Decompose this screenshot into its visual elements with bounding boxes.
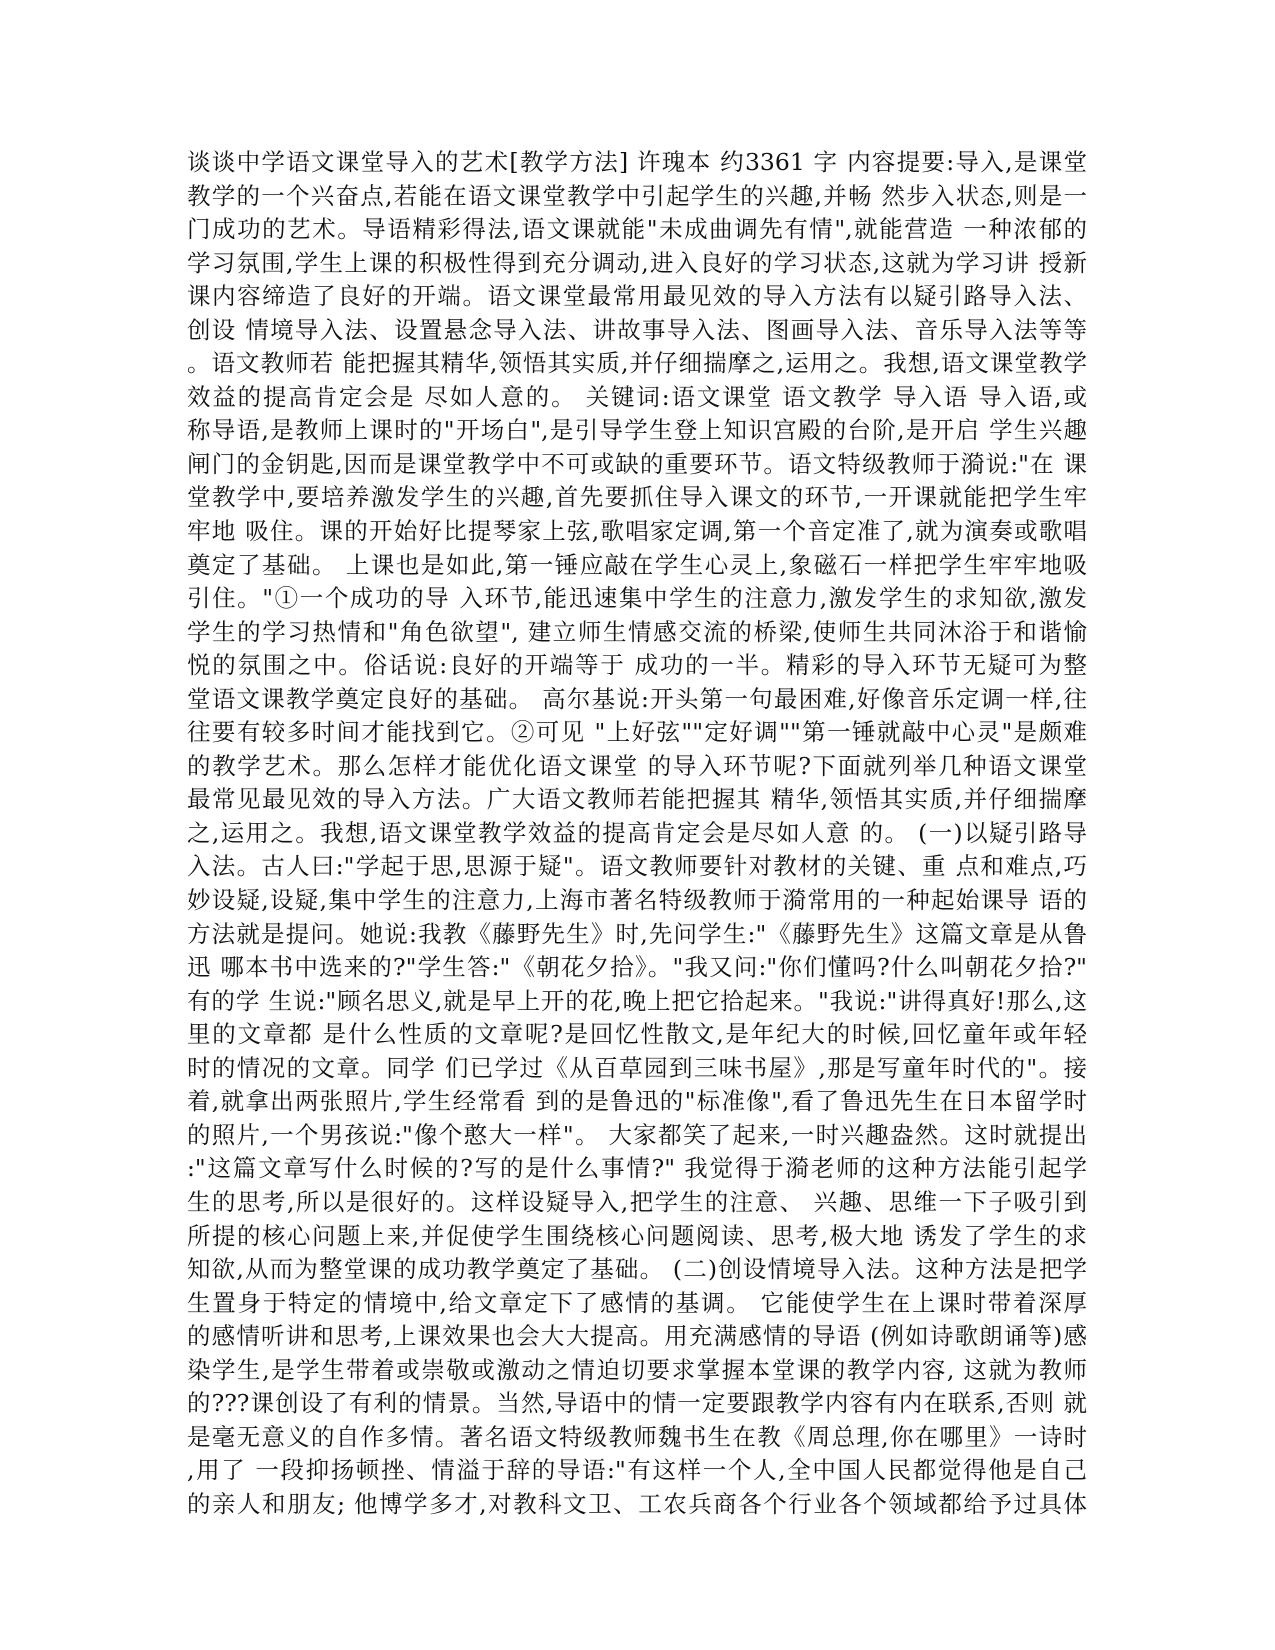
text-line: 的亲人和朋友; 他博学多才,对教科文卫、工农兵商各个行业各个领域都给予过具体 — [187, 1489, 1087, 1518]
text-line: 堂语文课教学奠定良好的基础。 高尔基说:开头第一句最困难,好像音乐定调一样,往 — [187, 684, 1087, 713]
text-line: 往要有较多时间才能找到它。②可见 "上好弦""定好调""第一锤就敲中心灵"是颇难 — [187, 718, 1087, 747]
text-line: 是毫无意义的自作多情。著名语文特级教师魏书生在教《周总理,你在哪里》一诗时 — [187, 1422, 1087, 1451]
text-line: 门成功的艺术。导语精彩得法,语文课就能"未成曲调先有情",就能营造 一种浓郁的 — [187, 215, 1087, 244]
text-line: 创设 情境导入法、设置悬念导入法、讲故事导入法、图画导入法、音乐导入法等等 — [187, 315, 1087, 344]
text-line: 的教学艺术。那么怎样才能优化语文课堂 的导入环节呢?下面就列举几种语文课堂 — [187, 751, 1087, 780]
text-line: 生置身于特定的情境中,给文章定下了感情的基调。 它能使学生在上课时带着深厚 — [187, 1288, 1087, 1317]
text-line: 效益的提高肯定会是 尽如人意的。 关键词:语文课堂 语文教学 导入语 导入语,或 — [187, 382, 1087, 411]
text-line: 妙设疑,设疑,集中学生的注意力,上海市著名特级教师于漪常用的一种起始课导 语的 — [187, 886, 1087, 915]
text-line: 知欲,从而为整堂课的成功教学奠定了基础。 (二)创设情境导入法。这种方法是把学 — [187, 1255, 1087, 1284]
text-line: 里的文章都 是什么性质的文章呢?是回忆性散文,是年纪大的时候,回忆童年或年轻 — [187, 1020, 1087, 1049]
text-line: 称导语,是教师上课时的"开场白",是引导学生登上知识宫殿的台阶,是开启 学生兴趣 — [187, 416, 1087, 445]
text-line: 。语文教师若 能把握其精华,领悟其实质,并仔细揣摩之,运用之。我想,语文课堂教学 — [187, 349, 1087, 378]
text-line: 方法就是提问。她说:我教《藤野先生》时,先问学生:"《藤野先生》这篇文章是从鲁 — [187, 919, 1087, 948]
text-line: 最常见最见效的导入方法。广大语文教师若能把握其 精华,领悟其实质,并仔细揣摩 — [187, 785, 1087, 814]
text-line: 所提的核心问题上来,并促使学生围绕核心问题阅读、思考,极大地 诱发了学生的求 — [187, 1221, 1087, 1250]
text-line: 闸门的金钥匙,因而是课堂教学中不可或缺的重要环节。语文特级教师于漪说:"在 课 — [187, 449, 1087, 478]
text-line: 染学生,是学生带着或崇敬或激动之情迫切要求掌握本堂课的教学内容, 这就为教师 — [187, 1355, 1087, 1384]
text-line: 学习氛围,学生上课的积极性得到充分调动,进入良好的学习状态,这就为学习讲 授新 — [187, 248, 1087, 277]
text-line: 迅 哪本书中选来的?"学生答:"《朝花夕拾》。"我又问:"你们懂吗?什么叫朝花夕拾?" — [187, 953, 1087, 982]
text-line: 奠定了基础。 上课也是如此,第一锤应敲在学生心灵上,象磁石一样把学生牢牢地吸 — [187, 550, 1087, 579]
text-line: 堂教学中,要培养激发学生的兴趣,首先要抓住导入课文的环节,一开课就能把学生牢 — [187, 483, 1087, 512]
text-line: 课内容缔造了良好的开端。语文课堂最常用最见效的导入方法有以疑引路导入法、 — [187, 282, 1087, 311]
text-line: 学生的学习热情和"角色欲望", 建立师生情感交流的桥梁,使师生共同沐浴于和谐愉 — [187, 617, 1087, 646]
text-line: 生的思考,所以是很好的。这样设疑导入,把学生的注意、 兴趣、思维一下子吸引到 — [187, 1187, 1087, 1216]
text-line: 入法。古人曰:"学起于思,思源于疑"。语文教师要针对教材的关键、重 点和难点,巧 — [187, 852, 1087, 881]
text-line: 悦的氛围之中。俗话说:良好的开端等于 成功的一半。精彩的导入环节无疑可为整 — [187, 651, 1087, 680]
text-line: 着,就拿出两张照片,学生经常看 到的是鲁迅的"标准像",看了鲁迅先生在日本留学时 — [187, 1087, 1087, 1116]
text-line: :"这篇文章写什么时候的?写的是什么事情?" 我觉得于漪老师的这种方法能引起学 — [187, 1154, 1087, 1183]
text-line: 教学的一个兴奋点,若能在语文课堂教学中引起学生的兴趣,并畅 然步入状态,则是一 — [187, 181, 1087, 210]
text-line: ,用了 一段抑扬顿挫、情溢于辞的导语:"有这样一个人,全中国人民都觉得他是自己 — [187, 1456, 1087, 1485]
text-line: 有的学 生说:"顾名思义,就是早上开的花,晚上把它拾起来。"我说:"讲得真好!那么,这 — [187, 986, 1087, 1015]
text-line: 时的情况的文章。同学 们已学过《从百草园到三味书屋》,那是写童年时代的"。接 — [187, 1053, 1087, 1082]
text-line: 的???课创设了有利的情景。当然,导语中的情一定要跟教学内容有内在联系,否则 就 — [187, 1389, 1087, 1418]
text-line: 引住。"①一个成功的导 入环节,能迅速集中学生的注意力,激发学生的求知欲,激发 — [187, 584, 1087, 613]
text-line: 谈谈中学语文课堂导入的艺术[教学方法] 许瑰本 约3361 字 内容提要:导入,是课堂 — [187, 148, 1087, 176]
text-line: 的照片,一个男孩说:"像个憨大一样"。 大家都笑了起来,一时兴趣盎然。这时就提出 — [187, 1120, 1087, 1149]
text-line: 牢地 吸住。课的开始好比提琴家上弦,歌唱家定调,第一个音定准了,就为演奏或歌唱 — [187, 517, 1087, 546]
text-line: 的感情听讲和思考,上课效果也会大大提高。用充满感情的导语 (例如诗歌朗诵等)感 — [187, 1322, 1087, 1351]
article-body — [187, 146, 1087, 1521]
text-line: 之,运用之。我想,语文课堂教学效益的提高肯定会是尽如人意 的。 (一)以疑引路导 — [187, 818, 1087, 847]
